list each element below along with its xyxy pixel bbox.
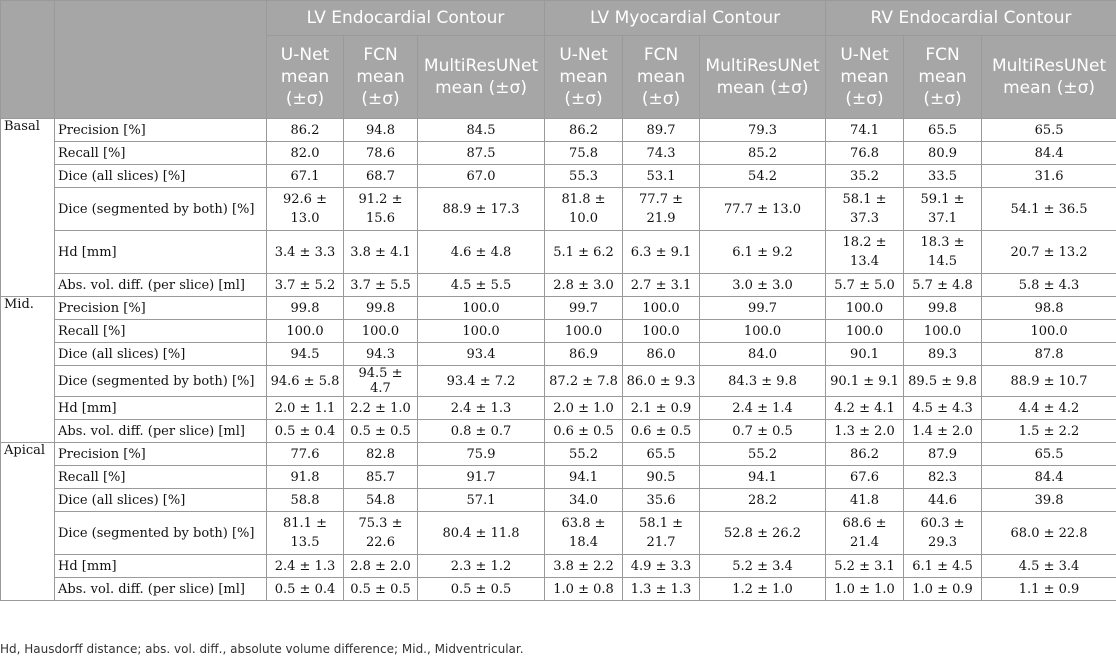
value-cell: 77.7 ± 13.0: [700, 188, 826, 231]
group-header-row: [1, 1, 1116, 36]
value-cell: 0.5 ± 0.5: [344, 420, 418, 443]
value-cell: 1.4 ± 2.0: [904, 420, 982, 443]
value-cell: 65.5: [982, 443, 1116, 466]
table-footnote: Hd, Hausdorff distance; abs. vol. diff., absolute volume difference; Mid., Midventricular.: [0, 642, 524, 656]
metric-label: Hd [mm]: [55, 555, 267, 578]
value-cell: 86.0 ± 9.3: [623, 366, 700, 397]
value-cell: 0.5 ± 0.5: [418, 578, 545, 601]
value-cell: 52.8 ± 26.2: [700, 512, 826, 555]
value-cell: 99.8: [904, 297, 982, 320]
value-cell: 100.0: [344, 320, 418, 343]
value-cell: 2.4 ± 1.3: [418, 397, 545, 420]
value-cell: 81.8 ± 10.0: [545, 188, 623, 231]
value-cell: 94.5 ± 4.7: [344, 366, 418, 397]
subheader-multiresunet: MultiResUNet mean (±σ): [418, 36, 545, 119]
value-cell: 2.7 ± 3.1: [623, 274, 700, 297]
value-cell: 67.6: [826, 466, 904, 489]
table-row: [1, 366, 1116, 397]
value-cell: 85.7: [344, 466, 418, 489]
section-label: Apical: [1, 443, 55, 601]
value-cell: 4.2 ± 4.1: [826, 397, 904, 420]
table-row: [1, 512, 1116, 555]
value-cell: 68.0 ± 22.8: [982, 512, 1116, 555]
value-cell: 39.8: [982, 489, 1116, 512]
value-cell: 2.0 ± 1.1: [267, 397, 344, 420]
value-cell: 100.0: [826, 297, 904, 320]
value-cell: 65.5: [623, 443, 700, 466]
value-cell: 34.0: [545, 489, 623, 512]
value-cell: 55.2: [700, 443, 826, 466]
value-cell: 94.1: [700, 466, 826, 489]
value-cell: 86.2: [545, 119, 623, 142]
group-header-rv-endo: RV Endocardial Contour: [826, 1, 1116, 36]
value-cell: 91.8: [267, 466, 344, 489]
value-cell: 80.4 ± 11.8: [418, 512, 545, 555]
value-cell: 1.0 ± 0.9: [904, 578, 982, 601]
value-cell: 1.5 ± 2.2: [982, 420, 1116, 443]
value-cell: 0.6 ± 0.5: [623, 420, 700, 443]
value-cell: 81.1 ± 13.5: [267, 512, 344, 555]
value-cell: 1.0 ± 0.8: [545, 578, 623, 601]
table-row: [1, 297, 1116, 320]
value-cell: 0.8 ± 0.7: [418, 420, 545, 443]
value-cell: 100.0: [700, 320, 826, 343]
value-cell: 94.6 ± 5.8: [267, 366, 344, 397]
metric-label: Dice (segmented by both) [%]: [55, 512, 267, 555]
value-cell: 3.0 ± 3.0: [700, 274, 826, 297]
value-cell: 76.8: [826, 142, 904, 165]
value-cell: 54.1 ± 36.5: [982, 188, 1116, 231]
value-cell: 82.0: [267, 142, 344, 165]
value-cell: 5.7 ± 4.8: [904, 274, 982, 297]
value-cell: 100.0: [545, 320, 623, 343]
value-cell: 3.7 ± 5.5: [344, 274, 418, 297]
value-cell: 85.2: [700, 142, 826, 165]
value-cell: 60.3 ± 29.3: [904, 512, 982, 555]
value-cell: 5.1 ± 6.2: [545, 231, 623, 274]
metric-label: Recall [%]: [55, 320, 267, 343]
metric-label: Dice (all slices) [%]: [55, 489, 267, 512]
table-row: [1, 119, 1116, 142]
group-header-lv-myo: LV Myocardial Contour: [545, 1, 826, 36]
value-cell: 35.2: [826, 165, 904, 188]
metric-label: Hd [mm]: [55, 397, 267, 420]
metric-label: Dice (segmented by both) [%]: [55, 188, 267, 231]
value-cell: 99.7: [700, 297, 826, 320]
value-cell: 67.0: [418, 165, 545, 188]
value-cell: 54.8: [344, 489, 418, 512]
value-cell: 99.8: [267, 297, 344, 320]
value-cell: 84.5: [418, 119, 545, 142]
metric-label: Abs. vol. diff. (per slice) [ml]: [55, 274, 267, 297]
value-cell: 4.6 ± 4.8: [418, 231, 545, 274]
value-cell: 82.8: [344, 443, 418, 466]
value-cell: 93.4: [418, 343, 545, 366]
value-cell: 0.5 ± 0.4: [267, 578, 344, 601]
value-cell: 89.5 ± 9.8: [904, 366, 982, 397]
corner-cell-section: [1, 1, 55, 119]
value-cell: 87.5: [418, 142, 545, 165]
value-cell: 94.8: [344, 119, 418, 142]
value-cell: 88.9 ± 10.7: [982, 366, 1116, 397]
value-cell: 41.8: [826, 489, 904, 512]
value-cell: 91.2 ± 15.6: [344, 188, 418, 231]
value-cell: 5.7 ± 5.0: [826, 274, 904, 297]
metric-label: Recall [%]: [55, 142, 267, 165]
value-cell: 90.5: [623, 466, 700, 489]
value-cell: 65.5: [982, 119, 1116, 142]
value-cell: 100.0: [418, 297, 545, 320]
metric-label: Precision [%]: [55, 119, 267, 142]
metric-label: Dice (all slices) [%]: [55, 343, 267, 366]
value-cell: 1.3 ± 1.3: [623, 578, 700, 601]
value-cell: 20.7 ± 13.2: [982, 231, 1116, 274]
value-cell: 33.5: [904, 165, 982, 188]
subheader-unet: U-Net mean (±σ): [826, 36, 904, 119]
value-cell: 91.7: [418, 466, 545, 489]
table-row: [1, 420, 1116, 443]
table-row: [1, 397, 1116, 420]
value-cell: 86.9: [545, 343, 623, 366]
value-cell: 79.3: [700, 119, 826, 142]
value-cell: 86.2: [826, 443, 904, 466]
value-cell: 68.6 ± 21.4: [826, 512, 904, 555]
value-cell: 63.8 ± 18.4: [545, 512, 623, 555]
value-cell: 99.7: [545, 297, 623, 320]
value-cell: 0.5 ± 0.4: [267, 420, 344, 443]
value-cell: 31.6: [982, 165, 1116, 188]
value-cell: 74.1: [826, 119, 904, 142]
value-cell: 18.3 ± 14.5: [904, 231, 982, 274]
value-cell: 100.0: [982, 320, 1116, 343]
value-cell: 94.3: [344, 343, 418, 366]
value-cell: 3.8 ± 4.1: [344, 231, 418, 274]
value-cell: 3.7 ± 5.2: [267, 274, 344, 297]
value-cell: 0.5 ± 0.5: [344, 578, 418, 601]
value-cell: 90.1: [826, 343, 904, 366]
metric-label: Abs. vol. diff. (per slice) [ml]: [55, 420, 267, 443]
value-cell: 84.4: [982, 142, 1116, 165]
value-cell: 68.7: [344, 165, 418, 188]
value-cell: 74.3: [623, 142, 700, 165]
value-cell: 75.8: [545, 142, 623, 165]
value-cell: 58.8: [267, 489, 344, 512]
value-cell: 98.8: [982, 297, 1116, 320]
value-cell: 0.7 ± 0.5: [700, 420, 826, 443]
value-cell: 54.2: [700, 165, 826, 188]
value-cell: 55.2: [545, 443, 623, 466]
value-cell: 55.3: [545, 165, 623, 188]
value-cell: 2.1 ± 0.9: [623, 397, 700, 420]
table-row: [1, 443, 1116, 466]
value-cell: 53.1: [623, 165, 700, 188]
value-cell: 5.8 ± 4.3: [982, 274, 1116, 297]
value-cell: 4.5 ± 3.4: [982, 555, 1116, 578]
value-cell: 75.3 ± 22.6: [344, 512, 418, 555]
value-cell: 93.4 ± 7.2: [418, 366, 545, 397]
value-cell: 77.7 ± 21.9: [623, 188, 700, 231]
value-cell: 4.5 ± 4.3: [904, 397, 982, 420]
value-cell: 100.0: [623, 297, 700, 320]
value-cell: 94.5: [267, 343, 344, 366]
table-row: [1, 165, 1116, 188]
value-cell: 2.8 ± 3.0: [545, 274, 623, 297]
value-cell: 2.3 ± 1.2: [418, 555, 545, 578]
value-cell: 2.2 ± 1.0: [344, 397, 418, 420]
table-row: [1, 274, 1116, 297]
value-cell: 5.2 ± 3.4: [700, 555, 826, 578]
value-cell: 87.2 ± 7.8: [545, 366, 623, 397]
value-cell: 0.6 ± 0.5: [545, 420, 623, 443]
value-cell: 2.4 ± 1.4: [700, 397, 826, 420]
value-cell: 1.1 ± 0.9: [982, 578, 1116, 601]
subheader-unet: U-Net mean (±σ): [545, 36, 623, 119]
metric-label: Hd [mm]: [55, 231, 267, 274]
value-cell: 2.4 ± 1.3: [267, 555, 344, 578]
metric-label: Precision [%]: [55, 297, 267, 320]
value-cell: 100.0: [826, 320, 904, 343]
value-cell: 3.4 ± 3.3: [267, 231, 344, 274]
value-cell: 57.1: [418, 489, 545, 512]
table-row: [1, 188, 1116, 231]
value-cell: 65.5: [904, 119, 982, 142]
value-cell: 4.9 ± 3.3: [623, 555, 700, 578]
value-cell: 89.3: [904, 343, 982, 366]
value-cell: 80.9: [904, 142, 982, 165]
value-cell: 58.1 ± 37.3: [826, 188, 904, 231]
table-row: [1, 489, 1116, 512]
value-cell: 5.2 ± 3.1: [826, 555, 904, 578]
value-cell: 35.6: [623, 489, 700, 512]
value-cell: 2.0 ± 1.0: [545, 397, 623, 420]
metric-label: Precision [%]: [55, 443, 267, 466]
value-cell: 92.6 ± 13.0: [267, 188, 344, 231]
metric-label: Recall [%]: [55, 466, 267, 489]
value-cell: 100.0: [904, 320, 982, 343]
value-cell: 4.5 ± 5.5: [418, 274, 545, 297]
value-cell: 89.7: [623, 119, 700, 142]
value-cell: 84.0: [700, 343, 826, 366]
table-row: [1, 555, 1116, 578]
table-row: [1, 343, 1116, 366]
metric-label: Dice (all slices) [%]: [55, 165, 267, 188]
value-cell: 86.0: [623, 343, 700, 366]
value-cell: 78.6: [344, 142, 418, 165]
value-cell: 94.1: [545, 466, 623, 489]
table-row: [1, 466, 1116, 489]
value-cell: 6.1 ± 9.2: [700, 231, 826, 274]
value-cell: 100.0: [623, 320, 700, 343]
subheader-multiresunet: MultiResUNet mean (±σ): [700, 36, 826, 119]
value-cell: 28.2: [700, 489, 826, 512]
section-label: Basal: [1, 119, 55, 297]
value-cell: 6.3 ± 9.1: [623, 231, 700, 274]
value-cell: 86.2: [267, 119, 344, 142]
value-cell: 58.1 ± 21.7: [623, 512, 700, 555]
value-cell: 90.1 ± 9.1: [826, 366, 904, 397]
subheader-fcn: FCN mean (±σ): [623, 36, 700, 119]
value-cell: 84.4: [982, 466, 1116, 489]
value-cell: 75.9: [418, 443, 545, 466]
value-cell: 2.8 ± 2.0: [344, 555, 418, 578]
value-cell: 100.0: [418, 320, 545, 343]
table-row: [1, 320, 1116, 343]
value-cell: 82.3: [904, 466, 982, 489]
table-row: [1, 231, 1116, 274]
table-body: [1, 119, 1116, 601]
value-cell: 1.3 ± 2.0: [826, 420, 904, 443]
table-row: [1, 578, 1116, 601]
corner-cell-metric: [55, 1, 267, 119]
section-label: Mid.: [1, 297, 55, 443]
subheader-multiresunet: MultiResUNet mean (±σ): [982, 36, 1116, 119]
group-header-lv-endo: LV Endocardial Contour: [267, 1, 545, 36]
value-cell: 4.4 ± 4.2: [982, 397, 1116, 420]
table-row: [1, 142, 1116, 165]
subheader-fcn: FCN mean (±σ): [344, 36, 418, 119]
value-cell: 84.3 ± 9.8: [700, 366, 826, 397]
value-cell: 87.8: [982, 343, 1116, 366]
value-cell: 67.1: [267, 165, 344, 188]
value-cell: 6.1 ± 4.5: [904, 555, 982, 578]
value-cell: 100.0: [267, 320, 344, 343]
value-cell: 77.6: [267, 443, 344, 466]
value-cell: 87.9: [904, 443, 982, 466]
subheader-unet: U-Net mean (±σ): [267, 36, 344, 119]
value-cell: 1.2 ± 1.0: [700, 578, 826, 601]
metric-label: Abs. vol. diff. (per slice) [ml]: [55, 578, 267, 601]
metric-label: Dice (segmented by both) [%]: [55, 366, 267, 397]
subheader-fcn: FCN mean (±σ): [904, 36, 982, 119]
value-cell: 44.6: [904, 489, 982, 512]
value-cell: 1.0 ± 1.0: [826, 578, 904, 601]
value-cell: 18.2 ± 13.4: [826, 231, 904, 274]
value-cell: 99.8: [344, 297, 418, 320]
value-cell: 59.1 ± 37.1: [904, 188, 982, 231]
value-cell: 88.9 ± 17.3: [418, 188, 545, 231]
value-cell: 3.8 ± 2.2: [545, 555, 623, 578]
